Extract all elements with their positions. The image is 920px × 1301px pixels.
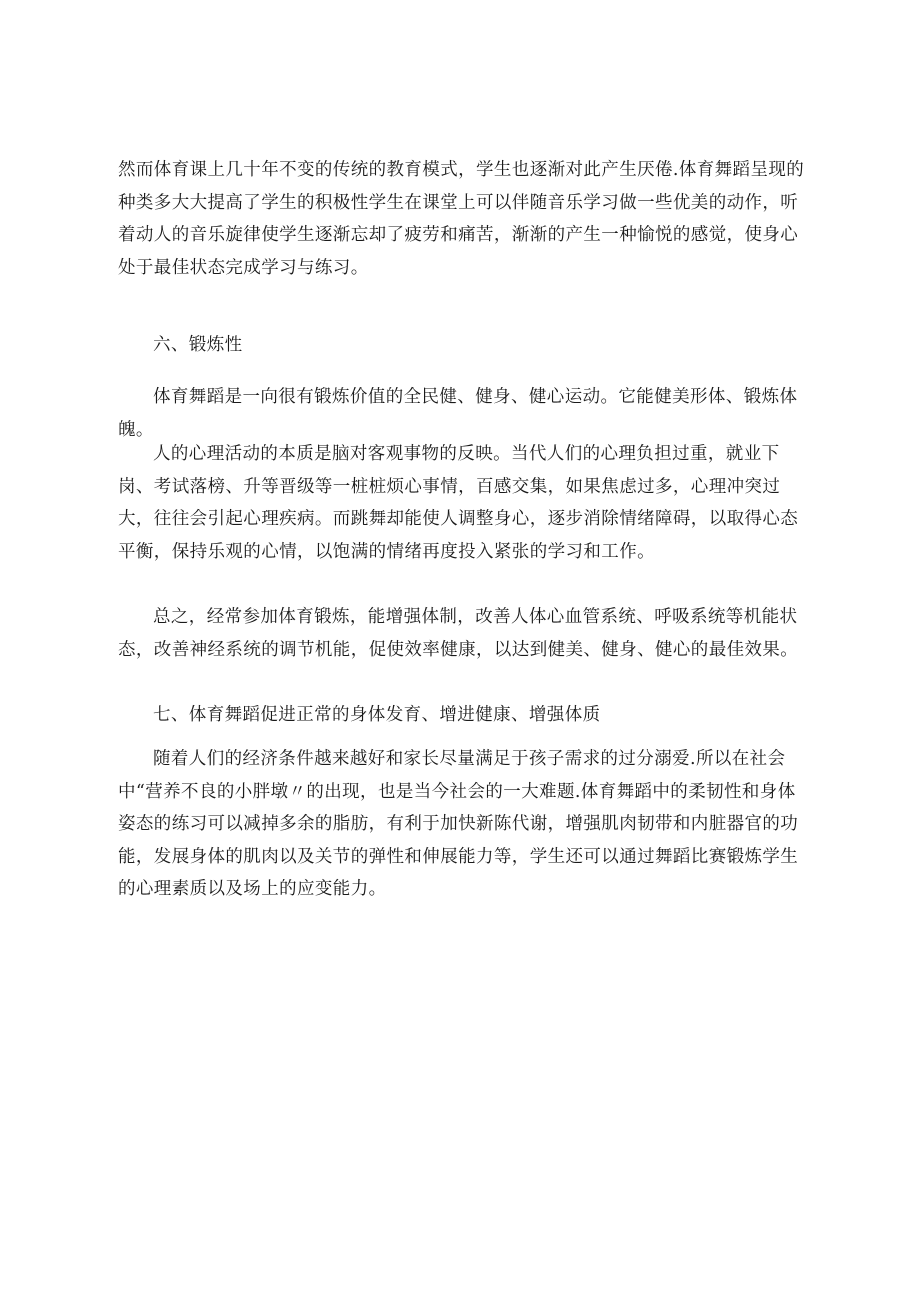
section-heading-seven: 七、体育舞蹈促进正常的身体发育、增进健康、增强体质: [153, 705, 601, 725]
body-paragraph: 随着人们的经济条件越来越好和家长尽量满足于孩子需求的过分溺爱.所以在社会中“营养不良的小胖墩〃的出现，也是当今社会的一大难题.体育舞蹈中的柔韧性和身体姿态的练习可以减掉多余的脂肪，有利于加快新陈代谢，增强肌肉韧带和内脏器官的功能，发展身体的肌肉以及关节的弹性和伸展能力等，学生还可以通过舞蹈比赛锻炼学生的心理素质以及场上的应变能力。: [118, 749, 799, 899]
body-paragraph: 体育舞蹈是一向很有锻炼价值的全民健、健身、健心运动。它能健美形体、锻炼体魄。: [118, 387, 798, 440]
body-paragraph: 总之，经常参加体育锻炼，能增强体制，改善人体心血管系统、呼吸系统等机能状态，改善神经系统的调节机能，促使效率健康，以达到健美、健身、健心的最佳效果。: [118, 607, 799, 660]
body-paragraph: 然而体育课上几十年不变的传统的教育模式，学生也逐渐对此产生厌倦.体育舞蹈呈现的种类多大大提高了学生的积极性学生在课堂上可以伴随音乐学习做一些优美的动作，听着动人的音乐旋律使学生逐渐忘却了疲劳和痛苦，渐渐的产生一种愉悦的感觉，使身心处于最佳状态完成学习与练习。: [118, 160, 805, 278]
body-paragraph: 人的心理活动的本质是脑对客观事物的反映。当代人们的心理负担过重，就业下岗、考试落榜、升等晋级等一桩桩烦心事情，百感交集，如果焦虑过多，心理冲突过大，往往会引起心理疾病。而跳舞却能使人调整身心，逐步消除情绪障碍，以取得心态平衡，保持乐观的心情，以饱满的情绪再度投入紧张的学习和工作。: [118, 444, 799, 562]
section-heading-six: 六、锻炼性: [153, 335, 243, 355]
